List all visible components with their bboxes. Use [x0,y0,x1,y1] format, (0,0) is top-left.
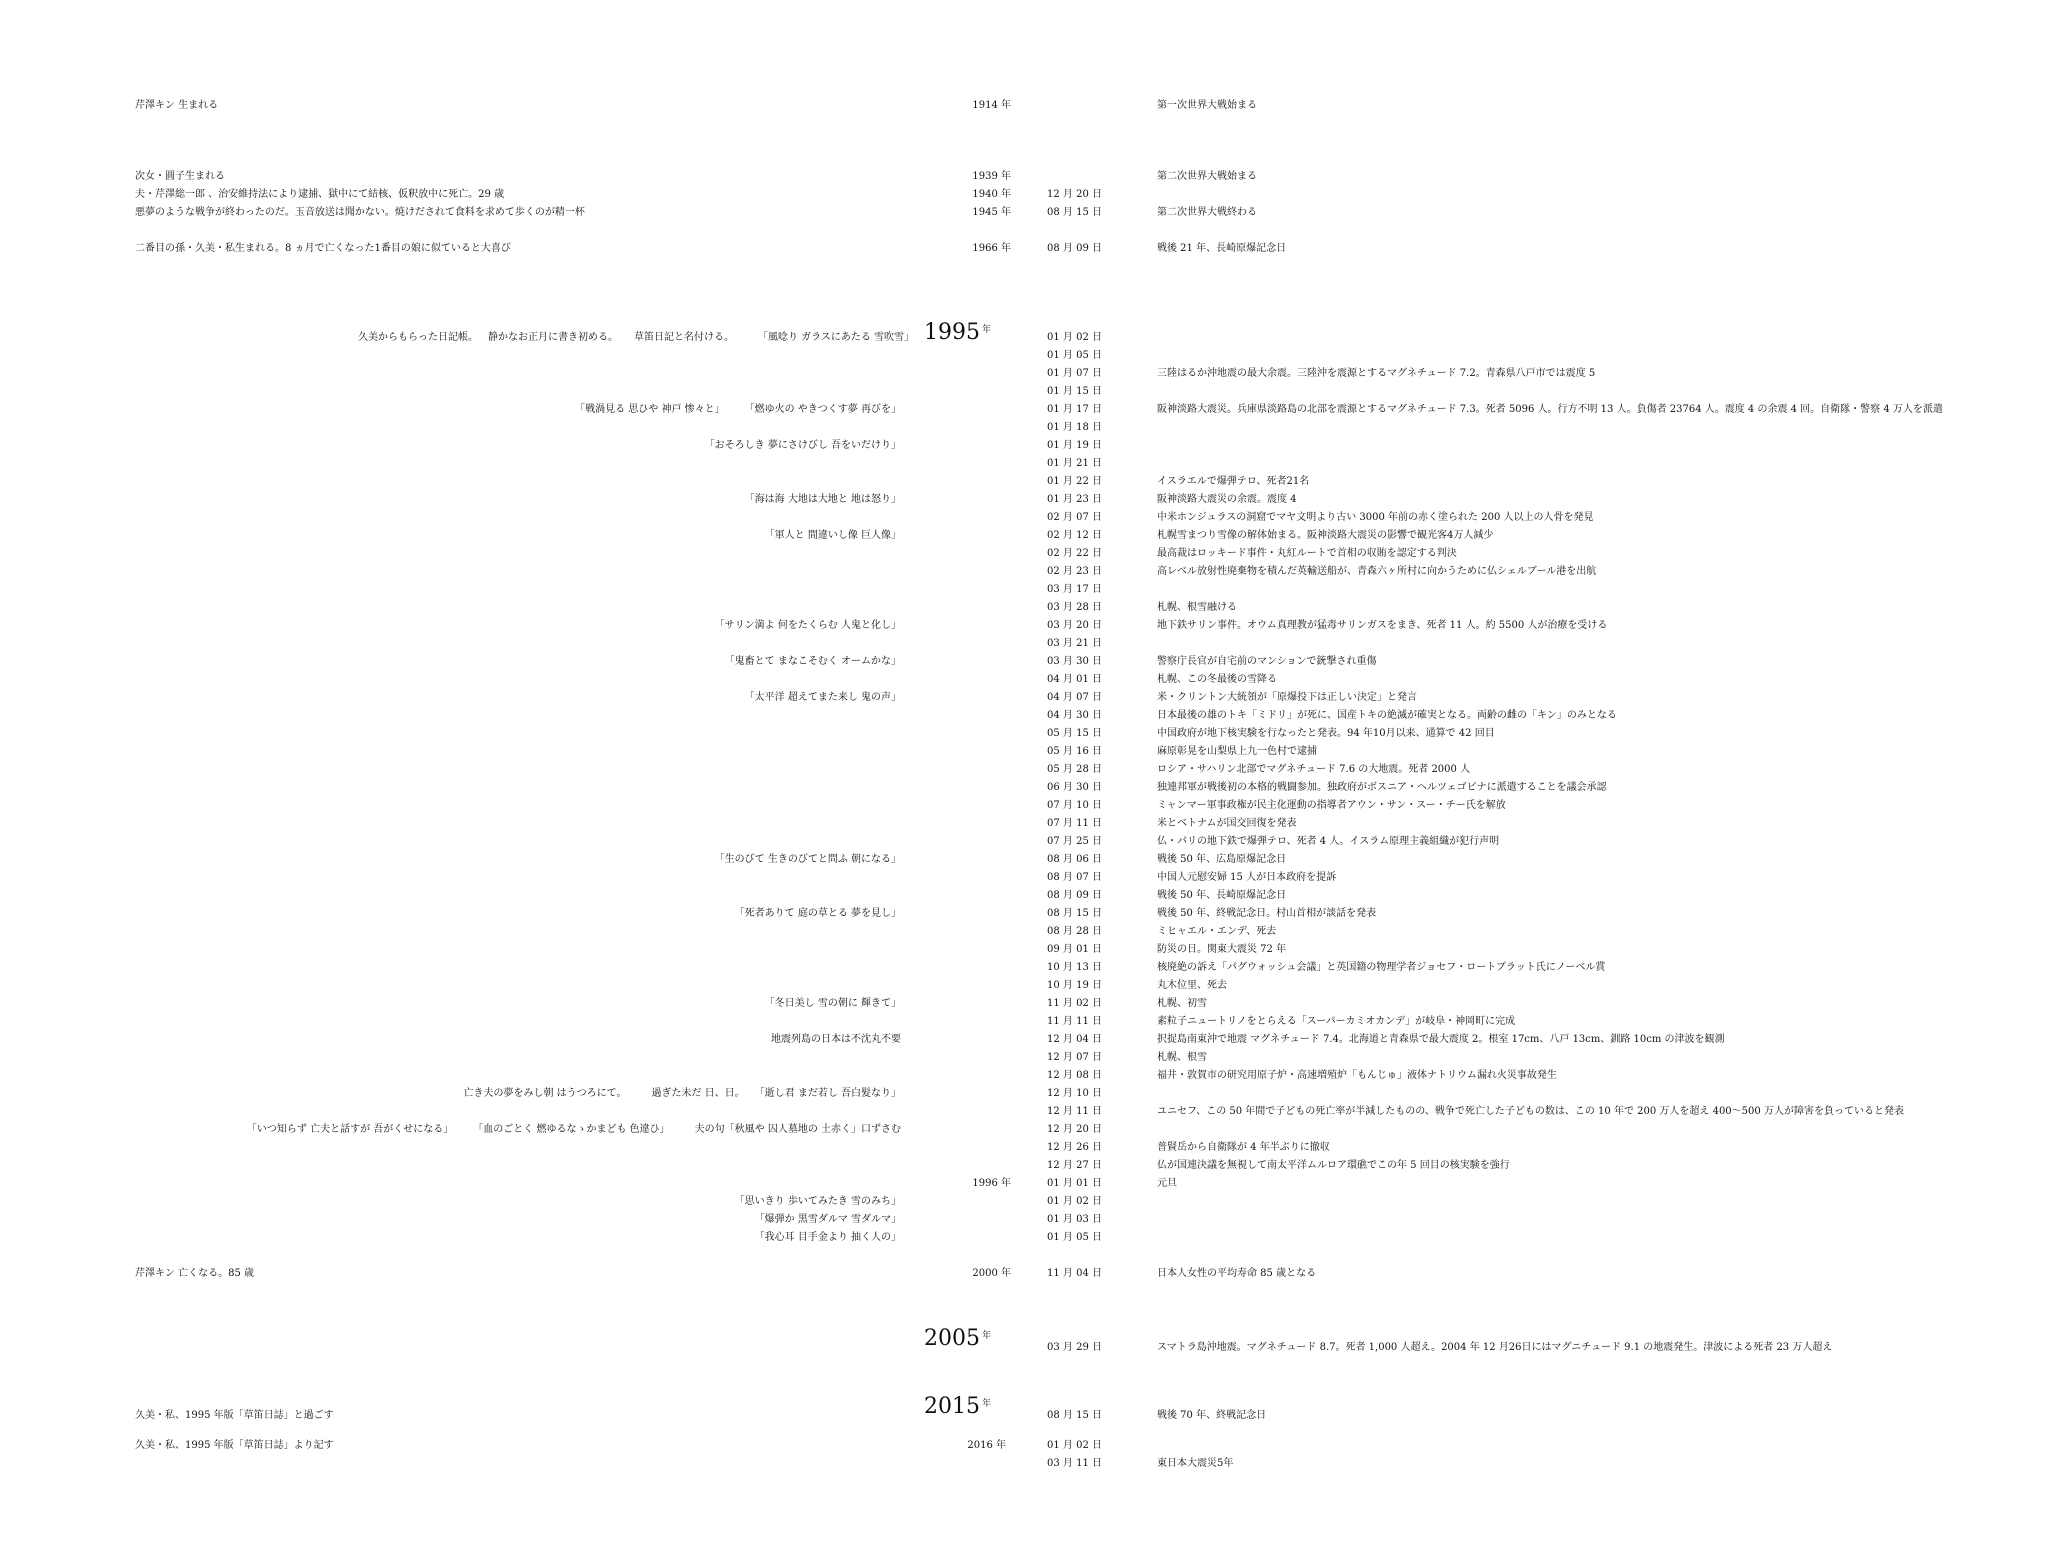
timeline-row [0,778,2061,794]
date-label: 12 月 11 日 [1047,1106,1102,1117]
world-event: 高レベル放射性廃棄物を積んだ英輸送船が、青森六ヶ所村に向かうために仏シェルブール港を出航 [1157,566,1597,577]
world-event: 中国政府が地下核実験を行なったと発表。94 年10月以来、通算で 42 回目 [1157,728,1495,739]
date-label: 01 月 05 日 [1047,1232,1102,1243]
timeline-row [0,796,2061,812]
world-event: ユニセフ、この 50 年間で子どもの死亡率が半減したものの、戦争で死亡した子どもの数は、この 10 年で 200 万人を超え 400〜500 万人が障害を負っていると発表 [1157,1106,1904,1117]
year-label: 1996 年 [972,1178,1011,1189]
date-label: 03 月 11 日 [1047,1458,1102,1469]
timeline-row [0,96,2061,112]
date-label: 03 月 21 日 [1047,638,1102,649]
date-label: 01 月 22 日 [1047,476,1102,487]
timeline-row [0,922,2061,938]
memoir-text: 夫・芹澤総一郎 、治安維持法により逮捕、獄中にて結核、仮釈放中に死亡。29 歳 [135,189,505,200]
timeline-row [0,382,2061,398]
timeline-row [0,1174,2061,1190]
world-event: 東日本大震災5年 [1157,1458,1234,1469]
date-label: 01 月 01 日 [1047,1178,1102,1189]
timeline-row [0,418,2061,434]
date-label: 04 月 01 日 [1047,674,1102,685]
timeline-row [0,1228,2061,1244]
year-label: 1940 年 [972,189,1011,200]
big-year-1995 [924,320,991,345]
diary-entry: 草笛日記と名付ける。 [634,332,734,343]
world-event: 地下鉄サリン事件。オウム真理教が猛毒サリンガスをまき、死者 11 人。約 5500 人が治療を受ける [1157,620,1608,631]
date-label: 03 月 28 日 [1047,602,1102,613]
timeline-row [0,1012,2061,1028]
big-year-suffix: 年 [981,1331,991,1341]
world-event: 素粒子ニュートリノをとらえる「スーパーカミオカンデ」が岐阜・神岡町に完成 [1157,1016,1516,1027]
world-event: 独連邦軍が戦後初の本格的戦闘参加。独政府がボスニア・ヘルツェゴビナに派遣することを議会承認 [1157,782,1607,793]
timeline-row [0,203,2061,219]
date-label: 01 月 02 日 [1047,1196,1102,1207]
timeline-row [0,904,2061,920]
date-label: 08 月 15 日 [1047,207,1102,218]
date-label: 08 月 09 日 [1047,890,1102,901]
date-label: 11 月 02 日 [1047,998,1102,1009]
date-label: 12 月 07 日 [1047,1052,1102,1063]
date-label: 10 月 19 日 [1047,980,1102,991]
timeline-row [0,1030,2061,1046]
big-year-2015 [924,1394,991,1419]
world-event: 日本人女性の平均寿命 85 歳となる [1157,1268,1317,1279]
timeline-row [0,580,2061,596]
date-label: 05 月 16 日 [1047,746,1102,757]
year-label: 2000 年 [972,1268,1011,1279]
date-label: 06 月 30 日 [1047,782,1102,793]
date-label: 01 月 02 日 [1047,332,1102,343]
world-event: 札幌雪まつり雪像の解体始まる。阪神淡路大震災の影響で観光客4万人減少 [1157,530,1494,541]
date-label: 12 月 20 日 [1047,1124,1102,1135]
date-label: 01 月 19 日 [1047,440,1102,451]
timeline-row [0,1138,2061,1154]
date-label: 01 月 17 日 [1047,404,1102,415]
date-label: 12 月 26 日 [1047,1142,1102,1153]
date-label: 04 月 07 日 [1047,692,1102,703]
haiku-text: 「太平洋 超えてまた来し 鬼の声」 [744,692,901,703]
world-event: 戦後 21 年、長崎原爆記念日 [1157,243,1287,254]
world-event: 警察庁長官が自宅前のマンションで銃撃され重傷 [1157,656,1377,667]
world-event: 核廃絶の訴え「パグウォッシュ会議」と英国籍の物理学者ジョセフ・ロートブラット氏にノーベル賞 [1157,962,1606,973]
world-event: 米とベトナムが国交回復を発表 [1157,818,1297,829]
date-label: 01 月 03 日 [1047,1214,1102,1225]
date-label: 07 月 11 日 [1047,818,1102,829]
world-event: 阪神淡路大震災。兵庫県淡路島の北部を震源とするマグネチュード 7.3。死者 5096 人。行方不明 13 人。負傷者 23764 人。震度 4 の余震 4 回。自衛隊・警察 4 万人を派遣 [1157,404,1943,415]
timeline-row [0,239,2061,255]
world-event: 戦後 50 年、終戦記念日。村山首相が談話を発表 [1157,908,1377,919]
big-year-2005 [924,1326,991,1351]
world-event: 仏が国連決議を無視して南太平洋ムルロア環礁でこの年 5 回目の核実験を強行 [1157,1160,1510,1171]
big-year-number: 2015 [923,1394,980,1419]
world-event: 札幌、根雪融ける [1157,602,1237,613]
memoir-text: 二番目の孫・久美・私生まれる。8 ヵ月で亡くなった1番目の娘に似ていると大喜び [135,243,511,254]
year-label: 2016 年 [967,1440,1006,1451]
date-label: 02 月 12 日 [1047,530,1102,541]
haiku-text: 「いつ知らず 亡夫と話すが 吾がくせになる」 「血のごとく 燃ゆるなゝかまども 色違ひ」 夫の句「秋風や 囚人墓地の 土赤く」口ずさむ [246,1124,901,1135]
world-event: 札幌、根雪 [1157,1052,1207,1063]
memoir-text: 次女・圓子生まれる [135,171,225,182]
date-label: 01 月 05 日 [1047,350,1102,361]
date-label: 08 月 15 日 [1047,1410,1102,1421]
world-event: 日本最後の雄のトキ「ミドリ」が死に、国産トキの絶滅が確実となる。両齢の雌の「キン」のみとなる [1157,710,1617,721]
world-event: 中国人元慰安婦 15 人が日本政府を提訴 [1157,872,1337,883]
world-event: 普賢岳から自衛隊が 4 年半ぶりに撤収 [1157,1142,1330,1153]
date-label: 12 月 04 日 [1047,1034,1102,1045]
world-event: 第二次世界大戦始まる [1157,171,1257,182]
timeline-row [0,526,2061,542]
timeline-row [0,652,2061,668]
timeline-row [0,760,2061,776]
haiku-text: 「我心耳 目手金より 抽く人の」 [754,1232,901,1243]
haiku-text: 「海は海 大地は大地と 地は怒り」 [744,494,901,505]
date-label: 03 月 17 日 [1047,584,1102,595]
date-label: 08 月 15 日 [1047,908,1102,919]
date-label: 05 月 15 日 [1047,728,1102,739]
world-event: 仏・パリの地下鉄で爆弾テロ、死者 4 人。イスラム原理主義組織が犯行声明 [1157,836,1500,847]
timeline-row [0,167,2061,183]
timeline-row [0,1156,2061,1172]
timeline-row [0,940,2061,956]
date-label: 02 月 22 日 [1047,548,1102,559]
timeline-row [0,814,2061,830]
date-label: 07 月 10 日 [1047,800,1102,811]
date-label: 05 月 28 日 [1047,764,1102,775]
world-event: ミャンマー軍事政権が民主化運動の指導者アウン・サン・スー・チー氏を解放 [1157,800,1506,811]
big-year-suffix: 年 [981,325,991,335]
world-event: 札幌、初雪 [1157,998,1207,1009]
timeline-row [0,598,2061,614]
timeline-row [0,1102,2061,1118]
timeline-row [0,868,2061,884]
date-label: 08 月 09 日 [1047,243,1102,254]
year-label: 1939 年 [972,171,1011,182]
haiku-text: 「生のびて 生きのびてと問ふ 朝になる」 [714,854,901,865]
haiku-text: 「思いきり 歩いてみたき 雪のみち」 [734,1196,901,1207]
year-label: 1945 年 [972,207,1011,218]
timeline-row [0,958,2061,974]
world-event: 最高裁はロッキード事件・丸紅ルートで首相の収賄を認定する判決 [1157,548,1457,559]
date-label: 10 月 13 日 [1047,962,1102,973]
world-event: 戦後 50 年、広島原爆記念日 [1157,854,1287,865]
timeline-row [0,1084,2061,1100]
timeline-row [0,364,2061,380]
big-year-suffix: 年 [981,1399,991,1409]
date-label: 01 月 02 日 [1047,1440,1102,1451]
world-event: ミヒャエル・エンデ、死去 [1157,926,1277,937]
timeline-row [0,742,2061,758]
diary-entry: 久美からもらった日記帳。 [358,332,478,343]
haiku-text: 「冬日美し 雪の朝に 輝きて」 [764,998,901,1009]
haiku-text: 「サリン満よ 何をたくらむ 人鬼と化し」 [714,620,901,631]
memoir-text: 久美・私、1995 年版「草笛日誌」と過ごす [135,1410,334,1421]
diary-entry: 静かなお正月に書き初める。 [488,332,618,343]
timeline-row [0,1454,2061,1470]
timeline-row [0,1210,2061,1226]
year-2005-row [0,1326,2061,1354]
date-label: 02 月 23 日 [1047,566,1102,577]
haiku-text: 「鬼畜とて まなこそむく オームかな」 [724,656,901,667]
date-label: 01 月 23 日 [1047,494,1102,505]
timeline-row [0,706,2061,722]
date-label: 12 月 08 日 [1047,1070,1102,1081]
date-label: 02 月 07 日 [1047,512,1102,523]
timeline-row [0,688,2061,704]
memoir-text: 芹澤キン 生まれる [135,100,219,111]
timeline-row [0,1192,2061,1208]
timeline-row [0,472,2061,488]
world-event: 択捉島南東沖で地震 マグネチュード 7.4。北海道と青森県で最大震度 2。根室 17cm、八戸 13cm、釧路 10cm の津波を観測 [1157,1034,1725,1045]
world-event: ロシア・サハリン北部でマグネチュード 7.6 の大地震。死者 2000 人 [1157,764,1471,775]
timeline-row [0,634,2061,650]
world-event: 中米ホンジュラスの洞窟でマヤ文明より古い 3000 年前の赤く塗られた 200 人以上の人骨を発見 [1157,512,1594,523]
date-label: 03 月 20 日 [1047,620,1102,631]
timeline-row [0,346,2061,362]
year-2015-row [0,1394,2061,1422]
world-event: スマトラ島沖地震。マグネチュード 8.7。死者 1,000 人超え。2004 年 12 月26日にはマグニチュード 9.1 の地震発生。津波による死者 23 万人超え [1157,1342,1833,1353]
date-label: 08 月 07 日 [1047,872,1102,883]
world-event: 丸木位里、死去 [1157,980,1227,991]
memoir-text: 悪夢のような戦争が終わったのだ。玉音放送は聞かない。焼けだされて食料を求めて歩くのが精一杯 [135,207,585,218]
world-event: 福井・敦賀市の研究用原子炉・高速増殖炉「もんじゅ」液体ナトリウム漏れ火災事故発生 [1157,1070,1557,1081]
timeline-row [0,976,2061,992]
timeline-row [0,400,2061,416]
date-label: 01 月 21 日 [1047,458,1102,469]
timeline-row [0,850,2061,866]
timeline-row [0,508,2061,524]
memoir-text: 芹澤キン 亡くなる。85 歳 [135,1268,254,1279]
haiku-text: 「軍人と 間違いし像 巨人像」 [764,530,901,541]
year-label: 1914 年 [972,100,1011,111]
date-label: 03 月 29 日 [1047,1342,1102,1353]
haiku-text: 「おそろしき 夢にさけびし 吾をいだけり」 [704,440,901,451]
timeline-row [0,436,2061,452]
world-event: 防災の日。関東大震災 72 年 [1157,944,1287,955]
date-label: 01 月 07 日 [1047,368,1102,379]
date-label: 01 月 15 日 [1047,386,1102,397]
haiku-text: 「戦渦見る 思ひや 神戸 惨々と」 「燃ゆ火の やきつくす夢 再びを」 [575,404,901,415]
date-label: 07 月 25 日 [1047,836,1102,847]
memoir-text: 久美・私、1995 年版「草笛日誌」より記す [135,1440,334,1451]
world-event: 第一次世界大戦始まる [1157,100,1257,111]
timeline-row [0,832,2061,848]
date-label: 12 月 27 日 [1047,1160,1102,1171]
haiku-text: 「爆弾か 黒雪ダルマ 雪ダルマ」 [754,1214,901,1225]
date-label: 01 月 18 日 [1047,422,1102,433]
haiku-text: 「死者ありて 庭の草とる 夢を見し」 [734,908,901,919]
year-1995-header-row [0,320,2061,345]
timeline-row-2000 [0,1264,2061,1280]
date-label: 11 月 04 日 [1047,1268,1102,1279]
haiku-text: 地震列島の日本は不沈丸不要 [771,1034,901,1045]
timeline-row [0,454,2061,470]
date-label: 12 月 10 日 [1047,1088,1102,1099]
big-year-number: 2005 [923,1326,980,1351]
timeline-row [0,562,2061,578]
date-label: 03 月 30 日 [1047,656,1102,667]
world-event: 戦後 70 年、終戦記念日 [1157,1410,1267,1421]
year-label: 1966 年 [972,243,1011,254]
haiku-text: 亡き夫の夢をみし朝 はうつろにて。 過ぎた未だ 日、日。 「逝し君 まだ若し 吾白髪なり」 [463,1088,901,1099]
date-label: 08 月 28 日 [1047,926,1102,937]
timeline-row [0,670,2061,686]
world-event: 第二次世界大戦終わる [1157,207,1257,218]
timeline-row [0,886,2061,902]
date-label: 09 月 01 日 [1047,944,1102,955]
world-event: 米・クリントン大統領が「原爆投下は正しい決定」と発言 [1157,692,1417,703]
timeline-row [0,1048,2061,1064]
date-label: 08 月 06 日 [1047,854,1102,865]
world-event: 阪神淡路大震災の余震。震度 4 [1157,494,1297,505]
timeline-row [0,185,2061,201]
timeline-row [0,994,2061,1010]
date-label: 04 月 30 日 [1047,710,1102,721]
diary-entry: 「風唸り ガラスにあたる 雪吹雪」 [758,332,915,343]
date-label: 12 月 20 日 [1047,189,1102,200]
world-event: 麻原彰晃を山梨県上九一色村で逮捕 [1157,746,1317,757]
date-label: 11 月 11 日 [1047,1016,1102,1027]
timeline-row [0,724,2061,740]
world-event: イスラエルで爆弾テロ、死者21名 [1157,476,1310,487]
timeline-row [0,1436,2061,1452]
world-event: 戦後 50 年、長崎原爆記念日 [1157,890,1287,901]
timeline-row [0,544,2061,560]
big-year-number: 1995 [923,320,980,345]
timeline-row [0,490,2061,506]
world-event: 三陸はるか沖地震の最大余震。三陸沖を震源とするマグネチュード 7.2。青森県八戸市では震度 5 [1157,368,1596,379]
world-event: 元旦 [1157,1178,1177,1189]
timeline-row [0,1066,2061,1082]
timeline-row [0,616,2061,632]
timeline-row [0,1120,2061,1136]
world-event: 札幌、この冬最後の雪降る [1157,674,1277,685]
